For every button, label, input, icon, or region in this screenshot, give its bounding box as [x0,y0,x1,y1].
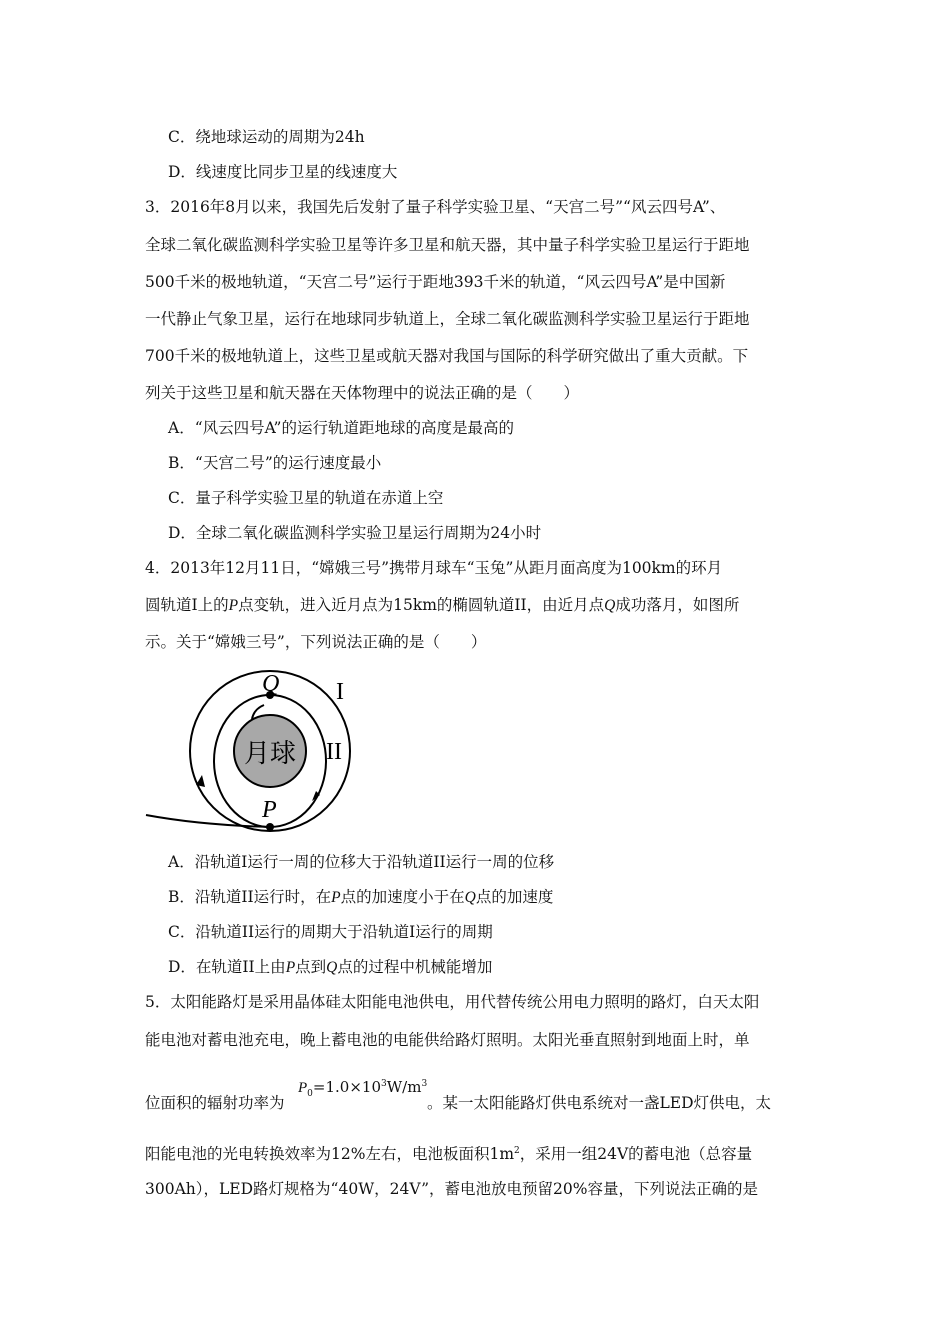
q4-option-b-part-c: 点的加速度 [475,888,554,906]
q4-line-1: 4．2013年12月11日，“嫦娥三号”携带月球车“玉兔”从距月面高度为100km的环月 [145,559,723,577]
q4-line-2-part-b: 点变轨，进入近月点为15km的椭圆轨道II，由近月点 [238,596,605,614]
q3-option-d: D．全球二氧化碳监测科学实验卫星运行周期为24小时 [168,524,542,542]
q4-line-2-point-q: Q [604,597,616,614]
orbit-ii-label: II [326,739,342,765]
q5-line-3b: 。某一太阳能路灯供电系统对一盏LED灯供电，太 [427,1094,772,1112]
q2-option-d: D．线速度比同步卫星的线速度大 [168,163,398,181]
q4-option-c: C．沿轨道II运行的周期大于沿轨道I运行的周期 [168,923,493,941]
q3-line-6: 列关于这些卫星和航天器在天体物理中的说法正确的是（ ） [145,384,580,402]
q5-line-5: 300Ah），LED路灯规格为“40W，24V”，蓄电池放电预留20%容量，下列说法正确的是 [145,1180,758,1198]
q4-option-b-point-p: P [331,889,341,906]
formula-unit-exponent: 3 [421,1079,428,1089]
formula-equals: =1.0×10 [312,1078,381,1096]
q4-option-d-part-a: D．在轨道II上由 [168,958,286,976]
point-p-dot [266,823,274,831]
orbit-i-arrow [196,775,205,787]
q4-line-2-part-a: 圆轨道I上的 [145,596,229,614]
q5-line-4-part-b: ，采用一组24V的蓄电池（总容量 [519,1145,753,1164]
q5-line-1: 5．太阳能路灯是采用晶体硅太阳能电池供电，用代替传统公用电力照明的路灯，白天太阳 [145,993,760,1011]
q3-line-2: 全球二氧化碳监测科学实验卫星等许多卫星和航天器，其中量子科学实验卫星运行于距地 [145,236,750,254]
q4-option-d-part-b: 点到 [295,958,327,976]
approach-trajectory [146,815,270,827]
q5-line-4-exponent: 2 [514,1146,520,1156]
q5-line-4-part-a: 阳能电池的光电转换效率为12%左右，电池板面积1m [145,1145,515,1164]
q4-option-b [168,887,553,908]
q4-option-d [168,957,492,978]
q5-line-3a: 位面积的辐射功率为 [145,1094,285,1112]
q3-line-5: 700千米的极地轨道上，这些卫星或航天器对我国与国际的科学研究做出了重大贡献。下 [145,347,749,365]
q4-option-b-part-a: B．沿轨道II运行时，在 [168,888,332,906]
q4-line-2 [145,595,739,616]
q3-option-c: C．量子科学实验卫星的轨道在赤道上空 [168,489,444,507]
q3-line-1: 3．2016年8月以来，我国先后发射了量子科学实验卫星、“天宫二号”“风云四号A”、 [145,198,726,216]
formula-exponent: 3 [381,1079,387,1089]
point-p-label: P [262,797,277,823]
q4-option-d-point-q: Q [326,959,338,976]
orbit-figure [140,665,360,840]
q4-option-a: A．沿轨道I运行一周的位移大于沿轨道II运行一周的位移 [168,853,555,871]
q4-line-2-point-p: P [228,597,239,614]
q5-line-4 [145,1141,752,1164]
q3-option-b: B．“天宫二号”的运行速度最小 [168,454,382,472]
q4-option-d-point-p: P [285,959,296,976]
q4-option-d-part-c: 点的过程中机械能增加 [337,958,493,976]
q2-option-c: C．绕地球运动的周期为24h [168,128,365,146]
q5-line-2: 能电池对蓄电池充电，晚上蓄电池的电能供给路灯照明。太阳光垂直照射到地面上时，单 [145,1031,750,1049]
q3-line-3: 500千米的极地轨道，“天宫二号”运行于距地393千米的轨道，“风云四号A”是中国新 [145,273,726,291]
q4-option-b-point-q: Q [464,889,476,906]
irradiance-formula [298,1078,427,1099]
formula-unit: W/m [386,1078,422,1096]
q4-line-2-part-c: 成功落月，如图所 [615,596,740,614]
formula-symbol-p: P [298,1080,308,1096]
q4-option-b-part-b: 点的加速度小于在 [340,888,465,906]
orbit-i-label: I [336,679,344,705]
q3-line-4: 一代静止气象卫星，运行在地球同步轨道上，全球二氧化碳监测科学实验卫星运行于距地 [145,310,750,328]
formula-subscript: 0 [307,1089,313,1099]
moon-label: 月球 [243,739,297,769]
q3-option-a: A．“风云四号A”的运行轨道距地球的高度是最高的 [168,419,514,437]
q4-line-3: 示。关于“嫦娥三号”，下列说法正确的是（ ） [145,633,487,651]
point-q-label: Q [262,671,280,697]
